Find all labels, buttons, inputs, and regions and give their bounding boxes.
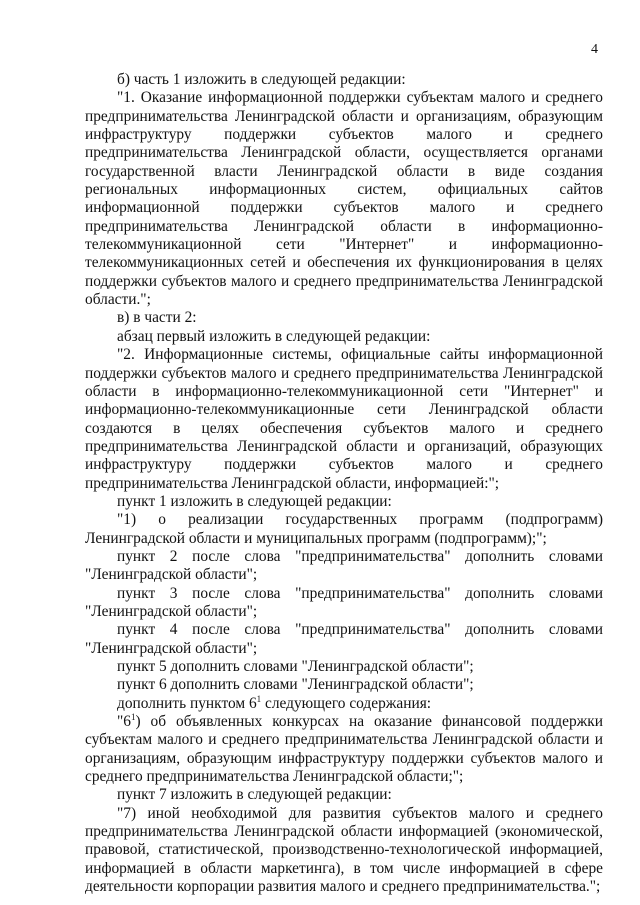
punkt6-1-text: ) об объявленных конкурсах на оказание финансовой поддержки субъектам малого и среднего предпринимательства Ленинградской области и организациям, образующим инфраструктуру поддержки субъектов малого и среднего предпринимательства Ленинградской области;"; xyxy=(85,713,603,786)
paragraph1-intro: абзац первый изложить в следующей редакции: xyxy=(117,327,431,345)
punkt6-1-intro xyxy=(85,695,603,713)
punkt6-1-intro-text: дополнить пунктом 6 xyxy=(117,694,257,712)
punkt1-new-wording: "1) о реализации государственных программ (подпрограмм) Ленинградской области и муниципальных программ (подпрограмм);"; xyxy=(85,511,603,547)
punkt4-amendment: пункт 4 после слова "предпринимательства" дополнить словами "Ленинградской области"; xyxy=(85,621,603,657)
page-number: 4 xyxy=(591,42,598,57)
punkt6-1-superscript: 1 xyxy=(130,712,136,723)
punkt2-amendment: пункт 2 после слова "предпринимательства" дополнить словами "Ленинградской области"; xyxy=(85,547,603,584)
part2-new-wording: "2. Информационные системы, официальные сайты информационной поддержки субъектов малого и среднего предпринимательства Ленинградской области в информационно-телекоммуникационной сети "Интернет" и информационно-телекоммуникационные сети Ленинградской области создаются в целях обеспечения субъектов малого и среднего предпринимательства Ленинградской области и организаций, образующих инфраструктуру поддержки субъектов малого и среднего предпринимательства Ленинградской области, информацией:"; xyxy=(85,346,603,492)
punkt6-1-intro-superscript: 1 xyxy=(256,693,262,704)
punkt7-intro: пункт 7 изложить в следующей редакции: xyxy=(117,786,392,804)
punkt3-amendment: пункт 3 после слова "предпринимательства" дополнить словами "Ленинградской области"; xyxy=(85,584,603,620)
punkt7-new-wording: "7) иной необходимой для развития субъектов малого и среднего предпринимательства Ленинградской области информацией (экономической, правовой, статистической, производственно-технологической информацией, информацией в области маркетинга), в том числе информацией в сфере деятельности корпорации развития малого и среднего предпринимательства."; xyxy=(85,804,603,896)
item-b-heading: б) часть 1 изложить в следующей редакции: xyxy=(117,71,406,88)
punkt6-1-intro-text-end: следующего содержания: xyxy=(261,694,432,712)
punkt6-1-number: "6 xyxy=(117,713,131,731)
part1-new-wording: "1. Оказание информационной поддержки субъектам малого и среднего предпринимательства Ленинградской области и организациям, образующим инфраструктуру поддержки субъектов малого и среднего предпринимательства Ленинградской области, осуществляется органами государственной власти Ленинградской области в виде создания региональных информационных систем, официальных сайтов информационной поддержки субъектов малого и среднего предпринимательства Ленинградской области в информационно-телекоммуникационной сети "Интернет" и информационно-телекоммуникационных сетей и обеспечения их функционирования в целях поддержки субъектов малого и среднего предпринимательства Ленинградской области."; xyxy=(85,89,603,309)
punkt6-1-new-wording xyxy=(85,713,603,786)
punkt1-intro: пункт 1 изложить в следующей редакции: xyxy=(117,492,392,510)
item-v-heading: в) в части 2: xyxy=(117,309,197,327)
document-body xyxy=(85,71,603,896)
punkt6-amendment: пункт 6 дополнить словами "Ленинградской области"; xyxy=(117,676,474,694)
punkt5-amendment: пункт 5 дополнить словами "Ленинградской области"; xyxy=(117,658,474,675)
